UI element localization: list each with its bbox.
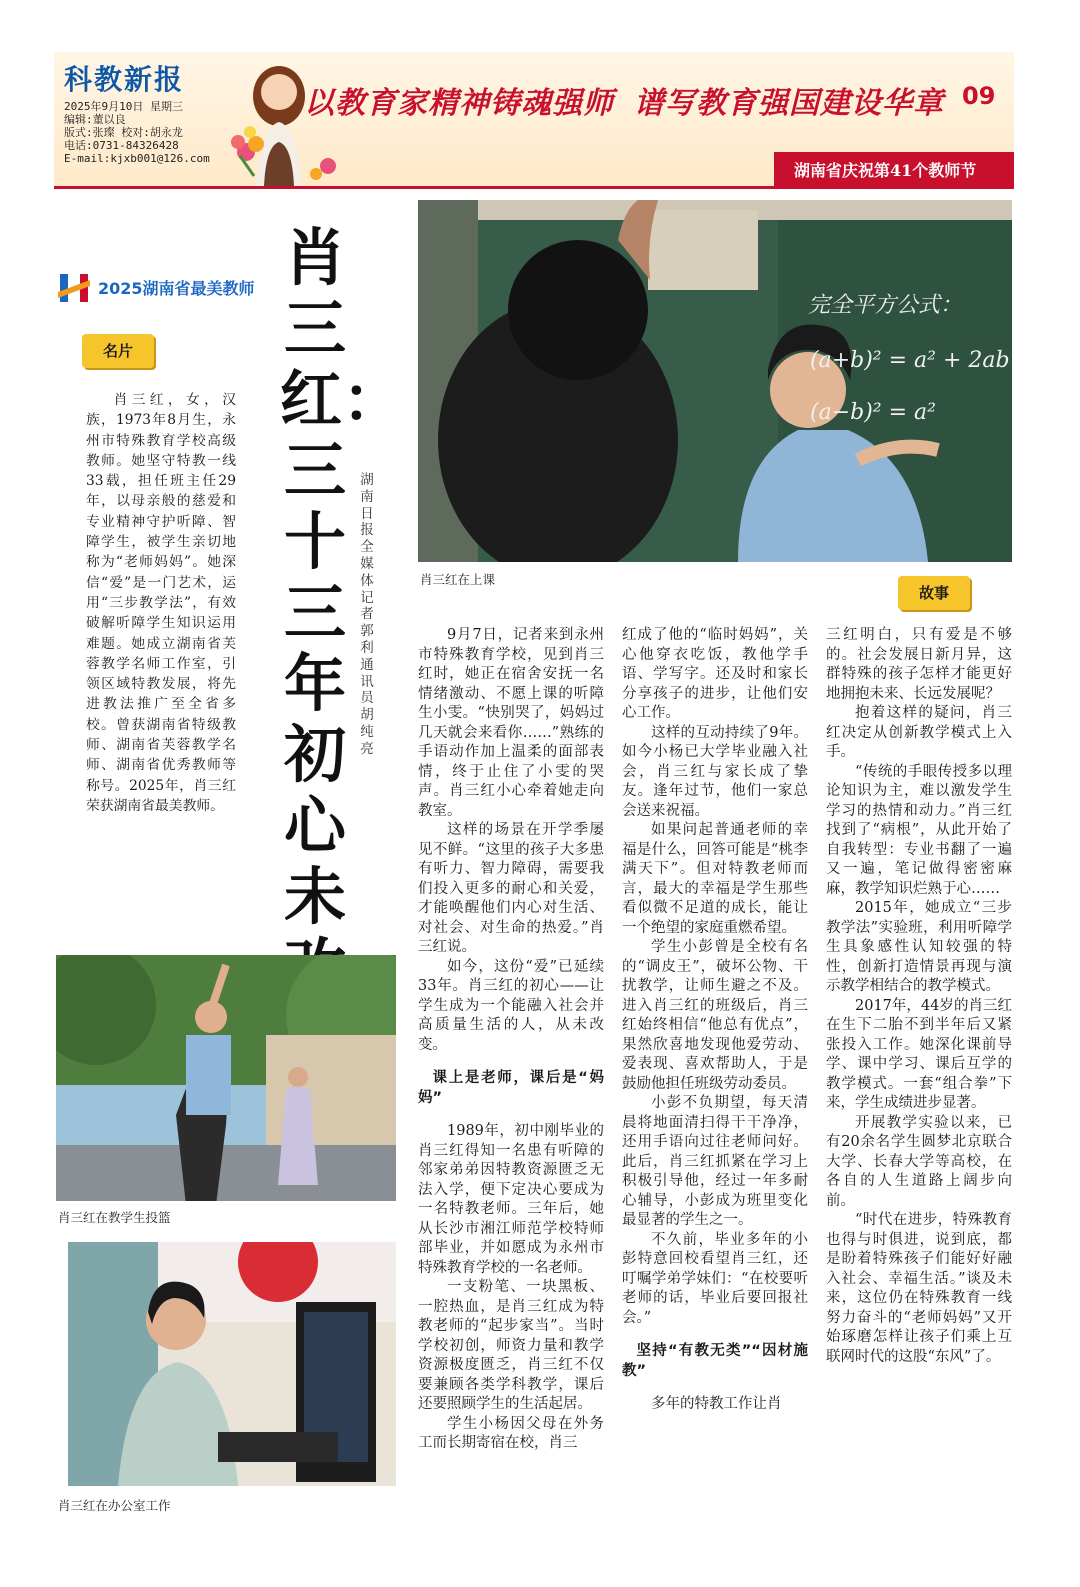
paragraph: 学生小杨因父母在外务工而长期寄宿在校，肖三 [418,1415,604,1451]
story-tag-label: 故事 [918,584,949,602]
layout-line: 版式:张璨 校对:胡永龙 [64,126,183,139]
blackboard-line-2: (a+b)² = a² + 2ab [810,348,1010,373]
article-column-3 [826,626,1012,1516]
paragraph: 这样的互动持续了9年。如今小杨已大学毕业融入社会，肖三红与家长成了挚友。逢年过节，他们一家总会送来祝福。 [622,724,808,819]
paragraph: “传统的手眼传授多以理论知识为主，难以激发学生学习的热情和动力。”肖三红找到了“病根”，从此开始了自我转型：专业书翻了一遍又一遍，笔记做得密密麻麻，教学知识烂熟于心…… [826,763,1012,897]
paragraph: 学生小彭曾是全校有名的“调皮王”，破坏公物、干扰教学，让师生避之不及。进入肖三红的班级后，肖三红始终相信“他总有优点”，果然欣喜地发现他爱劳动、爱表现、喜欢帮助人，于是鼓励他担任班级劳动委员。 [622,939,808,1092]
paragraph: 多年的特教工作让肖 [651,1396,782,1412]
email-line: E-mail:kjxb001@126.com [64,152,210,165]
date-line: 2025年9月10日 星期三 [64,100,183,113]
paper-name: 科教新报 [64,63,185,96]
profile-tag [82,334,154,368]
profile-tag-label: 名片 [102,342,133,360]
headline-right: 谱写教育强国建设华章 [634,86,944,121]
paragraph: 9月7日，记者来到永州市特殊教育学校，见到肖三红时，她正在宿舍安抚一名情绪激动、不愿上课的听障生小雯。“快别哭了，妈妈过几天就会来看你……”熟练的手语动作加上温柔的面部表情，终于止住了小雯的哭声。肖三红小心牵着她走向教室。 [418,627,604,819]
section-label: 2025湖南省最美教师 [98,279,255,298]
paragraph: 开展教学实验以来，已有20余名学生圆梦北京联合大学、长春大学等高校，在各自的人生道路上阔步向前。 [826,1114,1012,1209]
paragraph: 抱着这样的疑问，肖三红决定从创新教学模式上入手。 [826,705,1012,760]
section-logo-icon [56,270,92,306]
main-photo [418,200,1012,562]
main-photo-caption: 肖三红在上课 [420,572,496,587]
office-scene [68,1242,396,1486]
subheading: 课上是老师，课后是“妈妈” [418,1070,604,1106]
blackboard-line-3: (a−b)² = a² [810,400,936,425]
classroom-scene [418,200,1012,562]
paragraph: 这样的场景在开学季屡见不鲜。“这里的孩子大多患有听力、智力障碍，需要我们投入更多的耐心和关爱，才能唤醒他们内心对生活、对社会、对生命的热爱。”肖三红说。 [418,822,604,955]
masthead [54,52,1014,186]
paragraph: “时代在进步，特殊教育也得与时俱进，说到底，都是盼着特殊孩子们能好好融入社会、幸福生活。”谈及未来，这位仍在特殊教育一线努力奋斗的“老师妈妈”又开始琢磨怎样让孩子们乘上互联网时代的这股“东风”了。 [826,1212,1012,1365]
paragraph: 如果问起普通老师的幸福是什么，回答可能是“桃李满天下”。但对特教老师而言，最大的幸福是学生那些看似微不足道的成长，能让一个绝望的家庭重燃希望。 [622,822,808,936]
phone-line: 电话:0731-84326428 [64,139,179,152]
article-byline: 湖南日报全媒体记者 郭利 通讯员 胡纯亮 [360,472,374,757]
paragraph: 2017年，44岁的肖三红在生下二胎不到半年后又紧张投入工作。她深化课前导学、课中学习、课后互学的教学模式。一套“组合拳”下来，学生成绩进步显著。 [826,997,1012,1111]
profile-text [86,390,236,816]
paragraph: 不久前，毕业多年的小彭特意回校看望肖三红，还叮嘱学弟学妹们：“在校要听老师的话，毕业后要回报社会。” [622,1231,808,1326]
paragraph: 1989年，初中刚毕业的肖三红得知一名患有听障的邻家弟弟因特教资源匮乏无法入学，便下定决心要成为一名特教老师。三年后，她从长沙市湘江师范学校特师部毕业，并如愿成为永州市特殊教育学校的一名老师。 [418,1123,604,1276]
paragraph: 2015年，她成立“三步教学法”实验班，利用听障学生具象感性认知较强的特性，创新打造情景再现与演示教学相结合的教学模式。 [826,900,1012,994]
office-caption: 肖三红在办公室工作 [58,1498,171,1513]
office-photo [68,1242,396,1486]
profile-paragraph: 肖三红，女，汉族，1973年8月生，永州市特殊教育学校高级教师。她坚守特教一线33载，担任班主任29年，以母亲般的慈爱和专业精神守护听障、智障学生，被学生亲切地称为“老师妈妈”。她深信“爱”是一门艺术，运用“三步教学法”，有效破解听障学生知识运用难题。她成立湖南省芙蓉教学名师工作室，引领区域特教发展，将先进教法推广至全省多校。曾获湖南省特级教师、湖南省芙蓉教学名师、湖南省优秀教师等称号。2025年，肖三红荣获湖南省最美教师。 [86,392,236,814]
header-rule [54,186,1014,189]
paragraph: 如今，这份“爱”已延续33年。肖三红的初心——让学生成为一个能融入社会并高质量生活的人，从未改变。 [418,958,604,1053]
headline-left: 以教育家精神铸魂强师 [304,86,614,121]
paragraph: 小彭不负期望，每天清晨将地面清扫得干干净净，还用手语向过往老师问好。此后，肖三红抓紧在学习上积极引导他，经过一年多耐心辅导，小彭成为班里变化最显著的学生之一。 [622,1095,808,1228]
page-number: 09 [962,82,996,110]
article-title: 肖三红：三十三年初心未 [280,221,405,933]
blackboard-line-1: 完全平方公式： [808,293,963,318]
basketball-caption: 肖三红在教学生投篮 [58,1210,171,1225]
editor-line: 编辑:董以良 [64,113,126,126]
paragraph: 红成了他的“临时妈妈”，关心他穿衣吃饭，教他学手语、学写字。还及时和家长分享孩子的进步，让他们安心工作。 [622,627,808,721]
basketball-scene [56,955,396,1201]
paragraph: 一支粉笔、一块黑板、一腔热血，是肖三红成为特教老师的“起步家当”。当时学校初创，师资力量和教学资源极度匮乏，肖三红不仅要兼顾各类学科教学，课后还要照顾学生的生活起居。 [418,1279,604,1412]
story-tag [898,576,970,610]
festival-banner: 湖南省庆祝第41个教师节 [794,161,977,180]
subheading: 坚持“有教无类”“因材施教” [622,1343,808,1379]
paragraph: 三红明白，只有爱是不够的。社会发展日新月异，这群特殊的孩子怎样才能更好地拥抱未来、长远发展呢？ [826,627,1012,702]
article-column-2 [622,626,808,1516]
article-column-1 [418,626,604,1516]
basketball-photo [56,955,396,1201]
